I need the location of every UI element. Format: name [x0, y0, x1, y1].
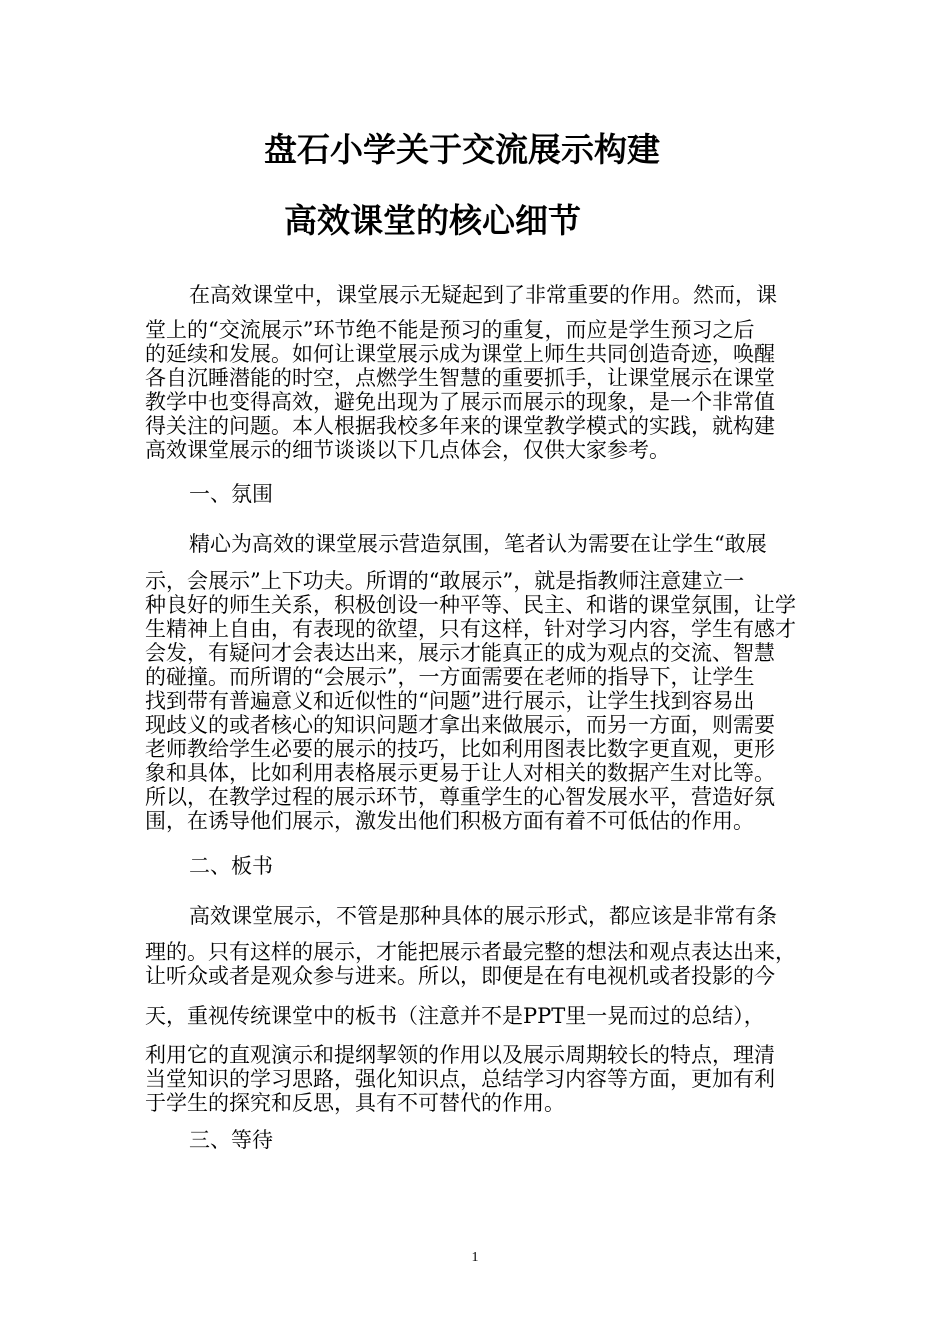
paragraph-line: 得关注的问题。本人根据我校多年来的课堂教学模式的实践，就构建 — [145, 414, 775, 438]
section2-paragraph-part-b — [145, 1004, 810, 1028]
paragraph-line: 的延续和发展。如何让课堂展示成为课堂上师生共同创造奇迹，唤醒 — [145, 342, 775, 366]
section1-paragraph — [145, 569, 810, 833]
paragraph-line: 生精神上自由，有表现的欲望，只有这样，针对学习内容，学生有感才 — [145, 617, 796, 641]
paragraph-line: 象和具体，比如利用表格展示更易于让人对相关的数据产生对比等。 — [145, 761, 775, 785]
document-title-line-1: 盘石小学关于交流展示构建 — [264, 130, 660, 169]
paragraph-line: 各自沉睡潜能的时空，点燃学生智慧的重要抓手，让课堂展示在课堂 — [145, 366, 775, 390]
section1-paragraph-line-1 — [145, 532, 810, 556]
section2-paragraph-part-c — [145, 1043, 810, 1115]
section-heading-atmosphere: 一、氛围 — [189, 482, 273, 506]
paragraph-line: 高效课堂展示的细节谈谈以下几点体会，仅供大家参考。 — [145, 438, 670, 462]
paragraph-line: 会发，有疑问才会表达出来，展示才能真正的成为观点的交流、智慧 — [145, 641, 775, 665]
paragraph-line: 堂上的“交流展示”环节绝不能是预习的重复，而应是学生预习之后 — [145, 318, 755, 342]
section-heading-waiting: 三、等待 — [189, 1128, 273, 1152]
paragraph-line: 的碰撞。而所谓的“会展示”，一方面需要在老师的指导下，让学生 — [145, 665, 755, 689]
section-heading-blackboard: 二、板书 — [189, 854, 273, 878]
paragraph-line: 精心为高效的课堂展示营造氛围，笔者认为需要在让学生“敢展 — [189, 532, 767, 556]
paragraph-line: 利用它的直观演示和提纲挈领的作用以及展示周期较长的特点，理清 — [145, 1043, 775, 1067]
document-title-line-2: 高效课堂的核心细节 — [284, 201, 581, 240]
intro-paragraph-line-1 — [145, 283, 810, 307]
paragraph-line: 当堂知识的学习思路，强化知识点，总结学习内容等方面，更加有利 — [145, 1067, 775, 1091]
paragraph-line: 理的。只有这样的展示，才能把展示者最完整的想法和观点表达出来， — [145, 940, 796, 964]
paragraph-line: 天，重视传统课堂中的板书（注意并不是PPT里一晃而过的总结）， — [145, 1004, 765, 1028]
page-number: 1 — [471, 1250, 479, 1265]
intro-paragraph — [145, 318, 810, 462]
section2-paragraph-line-1 — [145, 904, 810, 928]
paragraph-line: 示，会展示”上下功夫。所谓的“敢展示”，就是指教师注意建立一 — [145, 569, 745, 593]
paragraph-line: 围，在诱导他们展示，激发出他们积极方面有着不可低估的作用。 — [145, 809, 754, 833]
paragraph-line: 现歧义的或者核心的知识问题才拿出来做展示，而另一方面，则需要 — [145, 713, 775, 737]
section2-paragraph-part-a — [145, 940, 810, 988]
paragraph-line: 让听众或者是观众参与进来。所以，即便是在有电视机或者投影的今 — [145, 964, 775, 988]
paragraph-line: 所以，在教学过程的展示环节，尊重学生的心智发展水平，营造好氛 — [145, 785, 775, 809]
paragraph-line: 老师教给学生必要的展示的技巧，比如利用图表比数字更直观，更形 — [145, 737, 775, 761]
paragraph-line: 于学生的探究和反思，具有不可替代的作用。 — [145, 1091, 565, 1115]
paragraph-line: 找到带有普遍意义和近似性的“问题”进行展示，让学生找到容易出 — [145, 689, 755, 713]
paragraph-line: 教学中也变得高效，避免出现为了展示而展示的现象，是一个非常值 — [145, 390, 775, 414]
paragraph-line: 种良好的师生关系，积极创设一种平等、民主、和谐的课堂氛围，让学 — [145, 593, 796, 617]
paragraph-line: 高效课堂展示，不管是那种具体的展示形式，都应该是非常有条 — [189, 904, 777, 928]
paragraph-line: 在高效课堂中，课堂展示无疑起到了非常重要的作用。然而，课 — [189, 283, 777, 307]
